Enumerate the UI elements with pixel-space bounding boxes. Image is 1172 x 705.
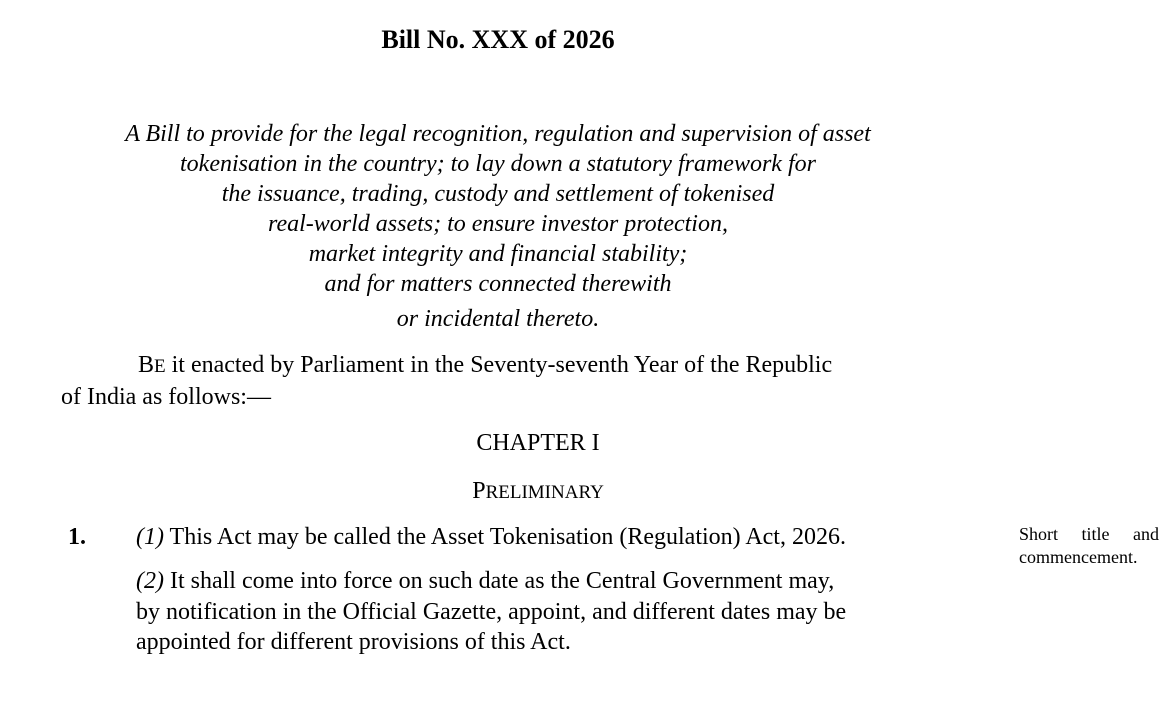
enacting-formula-line <box>61 350 921 382</box>
long-title-line: or incidental thereto. <box>396 306 600 332</box>
sub-section-text: This Act may be called the Asset Tokenisation (Regulation) Act, 2026. <box>163 524 846 550</box>
long-title-line: real-world assets; to ensure investor protection, <box>268 211 728 237</box>
long-title-line: A Bill to provide for the legal recognition, regulation and supervision of asset <box>125 121 871 147</box>
sub-section-line <box>136 566 956 597</box>
sub-section-text: It shall come into force on such date as the Central Government may, <box>163 568 835 594</box>
sub-section-line: by notification in the Official Gazette, appoint, and different dates may be <box>136 598 847 625</box>
long-title-line: tokenisation in the country; to lay down a statutory framework for <box>180 151 816 177</box>
enacting-initial-cap: B <box>138 352 155 378</box>
enacting-formula <box>61 350 921 413</box>
enacting-small-caps: E <box>154 356 166 377</box>
chapter-title-small-caps: RELIMINARY <box>485 482 604 503</box>
marginal-note <box>1019 523 1159 569</box>
section-number: 1. <box>68 524 86 550</box>
long-title <box>40 119 956 334</box>
marginal-note-line: commencement. <box>1019 547 1138 567</box>
chapter-title-initial: P <box>472 478 486 504</box>
enacting-formula-line: of India as follows:— <box>61 384 271 410</box>
sub-section-number: (1) <box>136 524 164 550</box>
bill-number: Bill No. XXX of 2026 <box>381 25 615 54</box>
long-title-line: and for matters connected therewith <box>324 271 672 297</box>
long-title-line: market integrity and financial stability; <box>308 241 688 267</box>
sub-section <box>136 522 956 553</box>
enacting-text: it enacted by Parliament in the Seventy-seventh Year of the Republic <box>165 352 833 378</box>
chapter-number: CHAPTER I <box>476 430 600 456</box>
sub-section <box>136 566 956 658</box>
chapter-title <box>338 476 738 508</box>
marginal-note-line: Short title and <box>1019 524 1159 544</box>
sub-section-number: (2) <box>136 568 164 594</box>
long-title-line: the issuance, trading, custody and settlement of tokenised <box>221 181 775 207</box>
sub-section-line: appointed for different provisions of this Act. <box>136 629 571 655</box>
